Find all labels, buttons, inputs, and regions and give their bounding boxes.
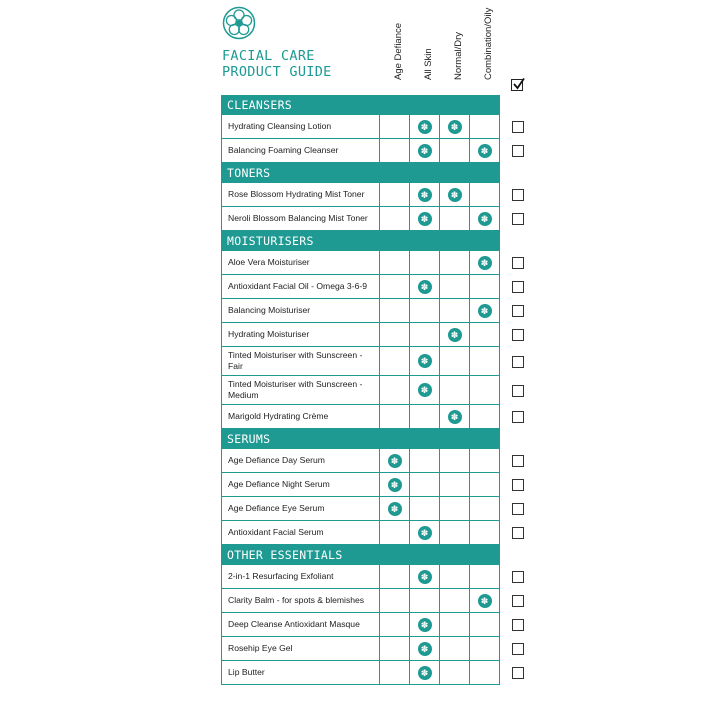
cell-all-skin (409, 139, 439, 162)
cell-normal-dry (439, 323, 469, 346)
cell-all-skin (409, 449, 439, 472)
flower-mark-icon (418, 188, 432, 202)
cell-combination-oily (469, 207, 499, 230)
table-row (221, 323, 500, 347)
cell-combination-oily (469, 637, 499, 660)
table-row (221, 251, 500, 275)
product-checkbox[interactable] (512, 356, 524, 368)
cell-all-skin (409, 207, 439, 230)
cell-age-defiance (379, 405, 409, 428)
product-name: Hydrating Moisturiser (228, 329, 310, 339)
cell-combination-oily (469, 115, 499, 138)
cell-all-skin (409, 589, 439, 612)
cell-normal-dry (439, 613, 469, 636)
product-checkbox[interactable] (512, 257, 524, 269)
cell-all-skin (409, 521, 439, 544)
product-table (221, 95, 500, 685)
product-name: Age Defiance Night Serum (228, 479, 330, 489)
column-header-label: All Skin (423, 48, 434, 80)
table-row (221, 521, 500, 545)
product-checkbox[interactable] (512, 595, 524, 607)
product-name: Tinted Moisturiser with Sunscreen - Medium (228, 379, 363, 400)
flower-mark-icon (418, 120, 432, 134)
product-checkbox[interactable] (512, 145, 524, 157)
flower-badge-icon (222, 6, 256, 40)
title-line-1: FACIAL CARE (222, 48, 315, 64)
cell-normal-dry (439, 347, 469, 375)
cell-all-skin (409, 661, 439, 684)
cell-all-skin (409, 347, 439, 375)
section-header-other-essentials: OTHER ESSENTIALS (221, 545, 500, 565)
cell-combination-oily (469, 589, 499, 612)
cell-age-defiance (379, 183, 409, 206)
table-row (221, 183, 500, 207)
cell-normal-dry (439, 497, 469, 520)
product-name: Antioxidant Facial Serum (228, 527, 324, 537)
cell-combination-oily (469, 251, 499, 274)
page-title (222, 48, 332, 80)
table-row (221, 661, 500, 685)
product-checkbox[interactable] (512, 619, 524, 631)
product-checkbox[interactable] (512, 503, 524, 515)
product-checkbox[interactable] (512, 385, 524, 397)
cell-age-defiance (379, 521, 409, 544)
product-checkbox[interactable] (512, 411, 524, 423)
flower-mark-icon (418, 354, 432, 368)
product-checkbox[interactable] (512, 305, 524, 317)
cell-all-skin (409, 637, 439, 660)
product-name: Age Defiance Day Serum (228, 455, 325, 465)
cell-age-defiance (379, 637, 409, 660)
cell-combination-oily (469, 661, 499, 684)
table-row (221, 589, 500, 613)
check-icon (512, 77, 526, 91)
cell-normal-dry (439, 405, 469, 428)
flower-mark-icon (418, 212, 432, 226)
table-row (221, 449, 500, 473)
product-name: Rosehip Eye Gel (228, 643, 293, 653)
table-row (221, 299, 500, 323)
cell-normal-dry (439, 251, 469, 274)
cell-normal-dry (439, 275, 469, 298)
cell-normal-dry (439, 115, 469, 138)
title-line-2: PRODUCT GUIDE (222, 64, 332, 80)
cell-age-defiance (379, 376, 409, 404)
flower-mark-icon (418, 526, 432, 540)
flower-mark-icon (388, 502, 402, 516)
product-name: Age Defiance Eye Serum (228, 503, 325, 513)
product-checkbox[interactable] (512, 667, 524, 679)
product-checkbox[interactable] (512, 281, 524, 293)
cell-combination-oily (469, 449, 499, 472)
product-checkbox[interactable] (512, 329, 524, 341)
cell-age-defiance (379, 115, 409, 138)
flower-mark-icon (418, 144, 432, 158)
flower-mark-icon (418, 570, 432, 584)
product-checkbox[interactable] (512, 527, 524, 539)
column-header-normal-dry (453, 0, 465, 80)
product-checkbox[interactable] (512, 571, 524, 583)
cell-age-defiance (379, 613, 409, 636)
product-name: Balancing Moisturiser (228, 305, 311, 315)
cell-all-skin (409, 251, 439, 274)
product-name: Lip Butter (228, 667, 265, 677)
cell-normal-dry (439, 565, 469, 588)
cell-combination-oily (469, 275, 499, 298)
cell-combination-oily (469, 473, 499, 496)
cell-age-defiance (379, 589, 409, 612)
cell-all-skin (409, 299, 439, 322)
cell-all-skin (409, 565, 439, 588)
column-header-label: Combination/Oily (483, 7, 494, 80)
cell-normal-dry (439, 637, 469, 660)
product-checkbox[interactable] (512, 121, 524, 133)
flower-mark-icon (448, 188, 462, 202)
cell-all-skin (409, 275, 439, 298)
cell-all-skin (409, 405, 439, 428)
cell-all-skin (409, 323, 439, 346)
flower-mark-icon (388, 478, 402, 492)
column-header-age-defiance (393, 0, 405, 80)
flower-mark-icon (418, 280, 432, 294)
product-name: Clarity Balm - for spots & blemishes (228, 595, 365, 605)
table-row (221, 405, 500, 429)
product-name: Neroli Blossom Balancing Mist Toner (228, 213, 368, 223)
flower-mark-icon (448, 328, 462, 342)
product-checkbox[interactable] (512, 479, 524, 491)
flower-mark-icon (418, 666, 432, 680)
cell-combination-oily (469, 613, 499, 636)
product-name: Antioxidant Facial Oil - Omega 3-6-9 (228, 281, 367, 291)
table-row (221, 473, 500, 497)
product-checkbox[interactable] (512, 455, 524, 467)
cell-age-defiance (379, 449, 409, 472)
cell-normal-dry (439, 473, 469, 496)
column-header-label: Age Defiance (393, 22, 404, 80)
cell-normal-dry (439, 449, 469, 472)
product-name: 2-in-1 Resurfacing Exfoliant (228, 571, 334, 581)
cell-normal-dry (439, 139, 469, 162)
cell-combination-oily (469, 521, 499, 544)
flower-mark-icon (478, 256, 492, 270)
cell-combination-oily (469, 139, 499, 162)
cell-age-defiance (379, 473, 409, 496)
section-header-toners: TONERS (221, 163, 500, 183)
cell-combination-oily (469, 299, 499, 322)
cell-all-skin (409, 473, 439, 496)
cell-normal-dry (439, 183, 469, 206)
flower-mark-icon (418, 642, 432, 656)
product-name: Deep Cleanse Antioxidant Masque (228, 619, 360, 629)
column-header-all-skin (423, 0, 435, 80)
cell-all-skin (409, 183, 439, 206)
flower-mark-icon (388, 454, 402, 468)
cell-age-defiance (379, 275, 409, 298)
cell-normal-dry (439, 299, 469, 322)
product-name: Rose Blossom Hydrating Mist Toner (228, 189, 365, 199)
cell-all-skin (409, 115, 439, 138)
cell-combination-oily (469, 347, 499, 375)
section-header-serums: SERUMS (221, 429, 500, 449)
cell-normal-dry (439, 521, 469, 544)
product-name: Hydrating Cleansing Lotion (228, 121, 332, 131)
column-header-combination-oily (483, 0, 495, 80)
cell-normal-dry (439, 661, 469, 684)
flower-mark-icon (478, 304, 492, 318)
flower-mark-icon (418, 383, 432, 397)
cell-age-defiance (379, 251, 409, 274)
cell-normal-dry (439, 376, 469, 404)
cell-age-defiance (379, 323, 409, 346)
cell-normal-dry (439, 589, 469, 612)
flower-mark-icon (478, 594, 492, 608)
section-header-moisturisers: MOISTURISERS (221, 231, 500, 251)
cell-age-defiance (379, 347, 409, 375)
product-checkbox[interactable] (512, 189, 524, 201)
cell-combination-oily (469, 405, 499, 428)
flower-mark-icon (448, 410, 462, 424)
cell-all-skin (409, 497, 439, 520)
product-name: Marigold Hydrating Crème (228, 411, 329, 421)
column-header-label: Normal/Dry (453, 31, 464, 80)
cell-combination-oily (469, 376, 499, 404)
flower-mark-icon (478, 212, 492, 226)
table-row (221, 275, 500, 299)
product-checkbox[interactable] (512, 213, 524, 225)
cell-all-skin (409, 376, 439, 404)
cell-combination-oily (469, 183, 499, 206)
table-row (221, 637, 500, 661)
cell-age-defiance (379, 661, 409, 684)
cell-age-defiance (379, 299, 409, 322)
cell-all-skin (409, 613, 439, 636)
cell-combination-oily (469, 323, 499, 346)
table-row (221, 565, 500, 589)
product-checkbox[interactable] (512, 643, 524, 655)
cell-combination-oily (469, 497, 499, 520)
flower-mark-icon (418, 618, 432, 632)
cell-age-defiance (379, 207, 409, 230)
flower-mark-icon (448, 120, 462, 134)
flower-mark-icon (478, 144, 492, 158)
table-row (221, 115, 500, 139)
product-name: Balancing Foaming Cleanser (228, 145, 339, 155)
table-row (221, 347, 500, 376)
product-name: Tinted Moisturiser with Sunscreen - Fair (228, 350, 363, 371)
table-row (221, 207, 500, 231)
cell-age-defiance (379, 139, 409, 162)
table-row (221, 497, 500, 521)
table-row (221, 139, 500, 163)
cell-age-defiance (379, 497, 409, 520)
header-checkbox[interactable] (511, 79, 523, 91)
cell-normal-dry (439, 207, 469, 230)
table-row (221, 376, 500, 405)
section-header-cleansers: CLEANSERS (221, 95, 500, 115)
cell-combination-oily (469, 565, 499, 588)
product-name: Aloe Vera Moisturiser (228, 257, 310, 267)
cell-age-defiance (379, 565, 409, 588)
table-row (221, 613, 500, 637)
